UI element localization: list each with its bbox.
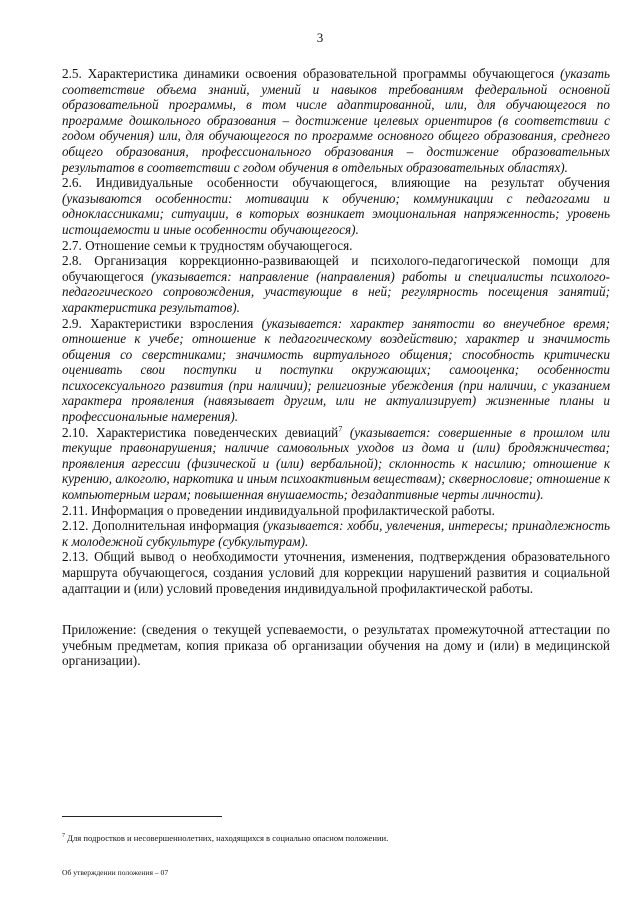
section-lead: Характеристики взросления <box>90 315 254 331</box>
section-number: 2.10. <box>62 424 89 440</box>
section-number: 2.13. <box>62 549 89 565</box>
section-lead: Информация о проведении индивидуальной профилактической работы. <box>91 502 495 518</box>
document-footer: Об утверждении положения – 07 <box>62 868 169 877</box>
section-number: 2.8. <box>62 253 82 269</box>
section-2-5 <box>62 66 610 175</box>
section-number: 2.7. <box>62 237 82 253</box>
section-lead: Характеристика поведенческих девиаций <box>96 424 339 440</box>
footnote-reference: 7 <box>338 424 343 434</box>
section-2-13 <box>62 549 610 596</box>
section-lead: Общий вывод о необходимости уточнения, изменения, подтверждения образовательного маршрута обучающегося, создания условий для коррекции нарушений развития и социальной адаптации и (или) условий проведения индивидуальной профилактической работы. <box>62 549 610 596</box>
footnote-divider <box>62 816 222 817</box>
section-2-10 <box>62 425 610 503</box>
section-2-9 <box>62 316 610 425</box>
section-lead: Характеристика динамики освоения образовательной программы обучающегося <box>87 66 555 81</box>
section-2-8 <box>62 253 610 315</box>
footnote-mark: 7 <box>62 833 65 840</box>
section-2-6 <box>62 175 610 237</box>
section-detail: (указывается: характер занятости во внеучебное время; отношение к учебе; отношение к педагогическому воздействию; характер и значимость общения со сверстниками; значимость виртуального общения; способность критически оценивать свои поступки и поступки окружающих; самооценка; особенности психосексуального развития (при наличии); религиозные убеждения (при наличии, с указанием характера проявления (навязывает другим, или не актуализирует) жизненные планы и профессиональные намерения). <box>62 315 611 425</box>
section-number: 2.5. <box>62 66 82 81</box>
section-number: 2.9. <box>62 315 82 331</box>
section-lead: Организация коррекционно-развивающей и психолого-педагогической помощи для обучающегося <box>62 253 610 284</box>
section-2-11 <box>62 503 610 519</box>
section-number: 2.12. <box>62 518 89 534</box>
section-detail: (указывается: хобби, увлечения, интересы; принадлежность к молодежной субкультуре (субкультурам). <box>62 518 611 549</box>
section-detail: (указать соответствие объема знаний, умений и навыков требованиям федеральной основной образовательной программы, в том числе адаптированной, или, для обучающегося по программе дошкольного образования – достижение целевых ориентиров (в соответствии с годом обучения) или, для обучающегося по программе основного общего образования, среднего общего образования, профессионального образования – достижение образовательных результатов в соответствии с годом обучения в отдельных образовательных областях). <box>62 66 611 175</box>
section-lead: Дополнительная информация <box>92 518 260 534</box>
footnote-text: Для подростков и несовершеннолетних, находящихся в социально опасном положении. <box>67 833 389 843</box>
section-detail: (указывается: совершенные в прошлом или текущие правонарушения; наличие самовольных уходов из дома и (или) бродяжничества; проявления агрессии (физической и (или) вербальной); склонность к насилию; отношение к курению, алкоголю, наркотика и иным психоактивным веществам); сквернословие; отношение к компьютерным играм; повышенная внушаемость; дезадаптивные черты личности). <box>62 424 610 503</box>
section-2-12 <box>62 518 610 549</box>
appendix-paragraph: Приложение: (сведения о текущей успеваемости, о результатах промежуточной аттестации по учебным предметам, копия приказа об организации обучения на дому и (или) в медицинской организации). <box>62 622 610 669</box>
document-body <box>62 66 610 669</box>
section-detail: (указывается: направление (направления) работы и специалисты психолого-педагогического сопровождения, участвующие в ней; регулярность посещения занятий; характеристика результатов). <box>62 268 611 315</box>
section-number: 2.11. <box>62 502 88 518</box>
footnote <box>62 833 610 843</box>
section-2-7 <box>62 238 610 254</box>
section-detail: (указываются особенности: мотивации к обучению; коммуникации с педагогами и одноклассниками; ситуации, в которых возникает эмоциональная напряженность; уровень истощаемости и иные особенности обучающегося). <box>62 190 610 237</box>
section-number: 2.6. <box>62 175 82 191</box>
section-lead: Отношение семьи к трудностям обучающегося. <box>85 237 353 253</box>
page-number: 3 <box>316 30 324 45</box>
section-lead: Индивидуальные особенности обучающегося, влияющие на результат обучения <box>95 175 611 191</box>
